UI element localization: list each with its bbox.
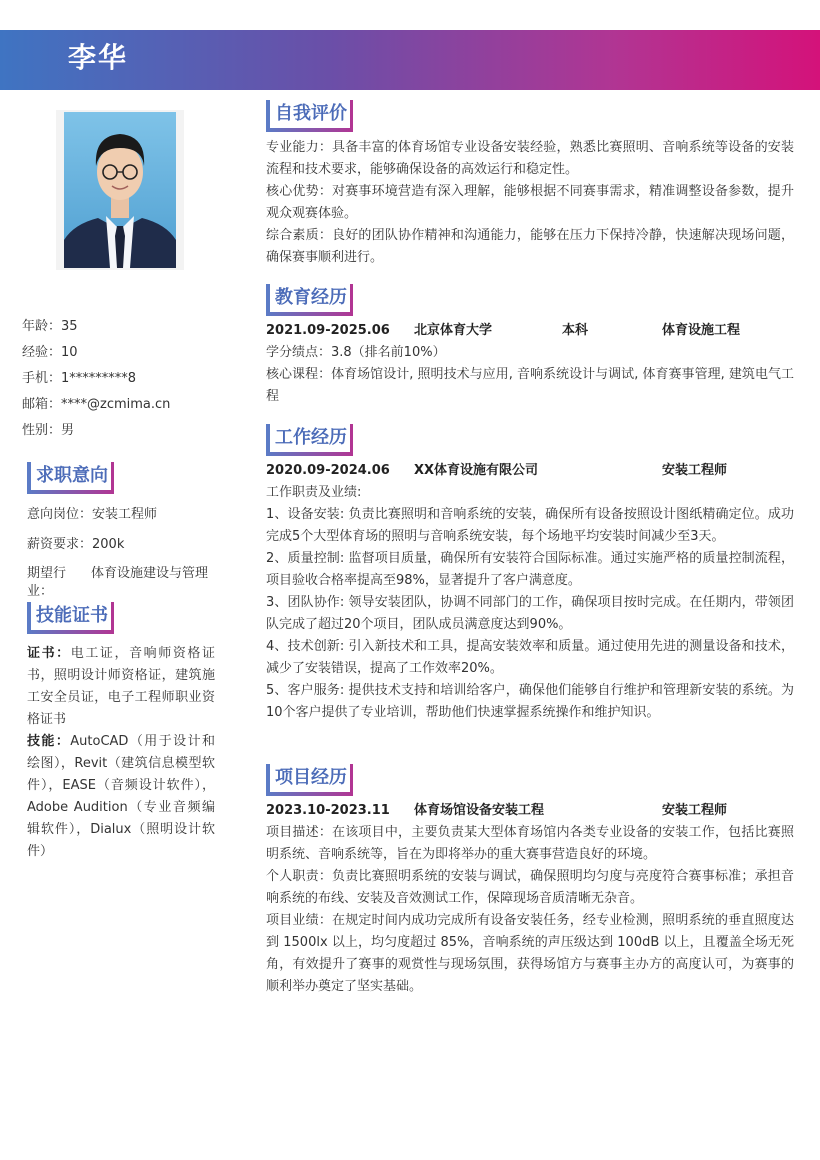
intent-industry xyxy=(27,565,217,599)
project-role: 安装工程师 xyxy=(662,803,728,818)
work-line: 2、质量控制: 监督项目质量，确保所有安装符合国际标准。通过实施严格的质量控制流程，项目验收合格率提高至98%，显著提升了客户满意度。 xyxy=(266,551,794,588)
work-line: 1、设备安装: 负责比赛照明和音响系统的安装，确保所有设备按照设计图纸精确定位。成功完成5个大型体育场的照明与音响系统安装，每个场地平均安装时间减少至3天。 xyxy=(266,507,794,544)
intent-salary: 薪资要求：200k xyxy=(27,537,125,552)
self-eval-heading: 自我评价 xyxy=(266,100,353,132)
age-row: 年龄：35 xyxy=(22,319,78,334)
work-company: XX体育设施有限公司 xyxy=(414,463,539,478)
work-line: 工作职责及业绩: xyxy=(266,485,362,500)
phone-row: 手机：1*********8 xyxy=(22,371,137,386)
edu-major: 体育设施工程 xyxy=(662,323,741,338)
skills-title: 技能证书 xyxy=(36,605,108,626)
education-section xyxy=(266,284,794,408)
education-heading: 教育经历 xyxy=(266,284,353,316)
header-banner xyxy=(0,30,820,90)
avatar xyxy=(64,112,176,268)
industry-label: 期望行业： xyxy=(27,566,67,599)
basic-info xyxy=(22,318,222,448)
work-period: 2020.09-2024.06 xyxy=(266,463,390,478)
self-eval-advantage: 核心优势：对赛事环境营造有深入理解，能够根据不同赛事需求，精准调整设备参数，提升观众观赛体验。 xyxy=(266,184,794,221)
gender-row: 性别：男 xyxy=(22,423,75,438)
edu-degree: 本科 xyxy=(562,323,589,338)
work-section xyxy=(266,424,794,724)
work-line: 4、技术创新: 引入新技术和工具，提高安装效率和质量。通过使用先进的测量设备和技术，减少了安装错误，提高了工作效率20%。 xyxy=(266,639,794,676)
edu-school: 北京体育大学 xyxy=(414,323,493,338)
email-row: 邮箱：****@zcmima.cn xyxy=(22,397,171,412)
skills-section-title xyxy=(27,602,114,634)
edu-courses: 核心课程：体育场馆设计, 照明技术与应用, 音响系统设计与调试, 体育赛事管理, 建筑电气工程 xyxy=(266,367,794,404)
project-description: 项目描述：在该项目中，主要负责某大型体育场馆内各类专业设备的安装工作，包括比赛照明系统、音响系统等，旨在为即将举办的重大赛事营造良好的环境。 xyxy=(266,825,794,862)
candidate-name: 李华 xyxy=(68,41,129,74)
industry-value: 体育设施建设与管理 xyxy=(91,566,209,581)
intent-title: 求职意向 xyxy=(36,465,108,486)
work-heading: 工作经历 xyxy=(266,424,353,456)
intent-section-title xyxy=(27,462,114,494)
edu-gpa: 学分绩点：3.8（排名前10%） xyxy=(266,345,446,360)
experience-row: 经验：10 xyxy=(22,345,78,360)
certificates: 证书：电工证，音响师资格证书，照明设计师资格证，建筑施工安全员证，电子工程师职业资格证书 xyxy=(27,646,215,727)
software-skills: 技能：AutoCAD（用于设计和绘图），Revit（建筑信息模型软件），EASE（音频设计软件），Adobe Audition（专业音频编辑软件），Dialux（照明设计软件） xyxy=(27,734,215,859)
work-role: 安装工程师 xyxy=(662,463,728,478)
project-section xyxy=(266,764,794,998)
project-name: 体育场馆设备安装工程 xyxy=(414,803,545,818)
work-line: 3、团队协作: 领导安装团队，协调不同部门的工作，确保项目按时完成。在任期内，带领团队完成了超过20个项目，团队成员满意度达到90%。 xyxy=(266,595,794,632)
project-period: 2023.10-2023.11 xyxy=(266,803,390,818)
work-header-row xyxy=(266,460,794,482)
self-eval-quality: 综合素质：良好的团队协作精神和沟通能力，能够在压力下保持冷静，快速解决现场问题，确保赛事顺利进行。 xyxy=(266,228,794,265)
project-duty: 个人职责：负责比赛照明系统的安装与调试，确保照明均匀度与亮度符合赛事标准；承担音响系统的布线、安装及音效测试工作，保障现场音质清晰无杂音。 xyxy=(266,869,794,906)
education-header-row xyxy=(266,320,794,342)
self-eval-section xyxy=(266,100,794,269)
project-header-row xyxy=(266,800,794,822)
edu-period: 2021.09-2025.06 xyxy=(266,323,390,338)
job-intent xyxy=(27,505,217,599)
project-achievement: 项目业绩：在规定时间内成功完成所有设备安装任务，经专业检测，照明系统的垂直照度达到 1500lx 以上，均匀度超过 85%，音响系统的声压级达到 100dB 以上，且覆盖全场无死角，有效提升了赛事的观赏性与现场氛围，获得场馆方与赛事主办方的高度认可，为赛事的顺利举办奠定了坚实基础。 xyxy=(266,913,794,994)
project-heading: 项目经历 xyxy=(266,764,353,796)
profile-photo xyxy=(56,110,184,270)
intent-position: 意向岗位：安装工程师 xyxy=(27,507,158,522)
self-eval-ability: 专业能力：具备丰富的体育场馆专业设备安装经验，熟悉比赛照明、音响系统等设备的安装流程和技术要求，能够确保设备的高效运行和稳定性。 xyxy=(266,140,794,177)
work-line: 5、客户服务: 提供技术支持和培训给客户，确保他们能够自行维护和管理新安装的系统。为10个客户提供了专业培训，帮助他们快速掌握系统操作和维护知识。 xyxy=(266,683,794,720)
skills-content xyxy=(27,643,215,863)
